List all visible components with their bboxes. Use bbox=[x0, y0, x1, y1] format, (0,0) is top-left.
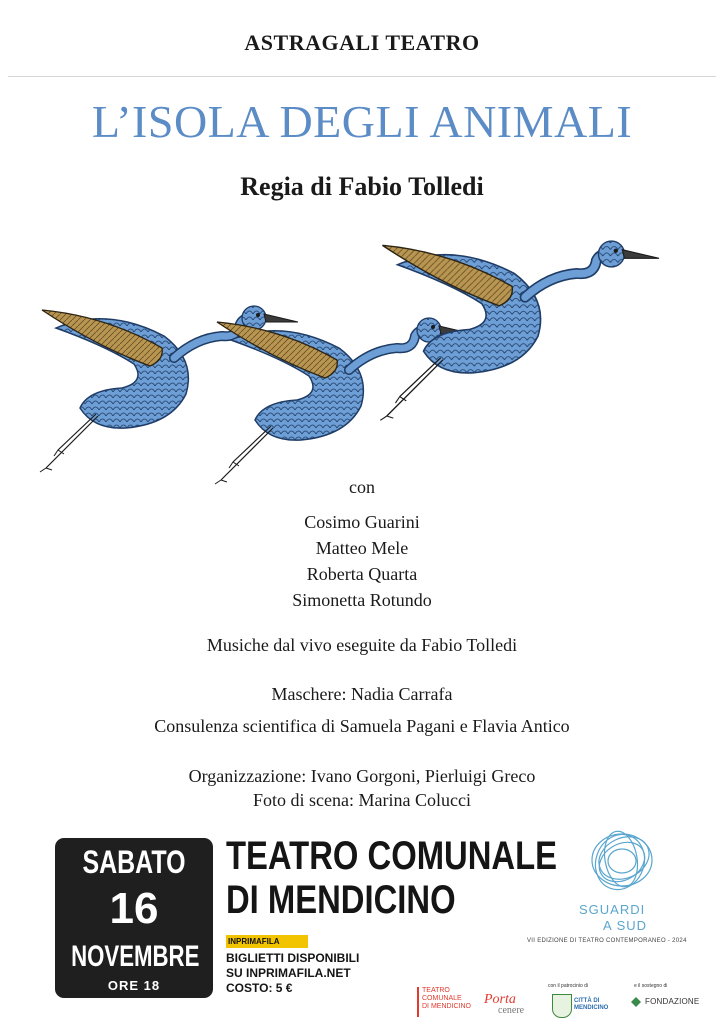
fondazione-logo: FONDAZIONE bbox=[645, 997, 700, 1006]
teatro-comunale-logo: TEATRO COMUNALE DI MENDICINO bbox=[417, 987, 477, 1017]
event-date-box bbox=[55, 838, 213, 998]
inprimafila-logo: INPRIMAFILA bbox=[226, 935, 308, 948]
masks-credit: Maschere: Nadia Carrafa bbox=[271, 684, 453, 704]
cast-intro: con bbox=[349, 477, 375, 497]
event-time: ORE 18 bbox=[107, 978, 161, 993]
venue-name bbox=[226, 834, 557, 922]
cast-member: Matteo Mele bbox=[315, 538, 409, 558]
show-title: L’ISOLA DEGLI ANIMALI bbox=[91, 96, 633, 147]
portacenere-logo: Porta bbox=[484, 992, 516, 1007]
organization-credit: Organizzazione: Ivano Gorgoni, Pierluigi Greco bbox=[188, 766, 536, 786]
scribble-logo-icon bbox=[586, 826, 658, 896]
support-label: e il sostegno di bbox=[634, 983, 668, 989]
event-month: NOVEMBRE bbox=[71, 940, 200, 973]
portacenere-logo-sub: cenere bbox=[498, 1005, 525, 1016]
tickets-website: SU INPRIMAFILA.NET bbox=[226, 966, 351, 980]
header-divider bbox=[8, 76, 716, 77]
cast-member: Cosimo Guarini bbox=[304, 512, 420, 532]
patronage-label: con il patrocinio di bbox=[548, 983, 589, 989]
citta-mendicino-logo: CITTÀ DI MENDICINO bbox=[574, 998, 609, 1011]
cast-member: Simonetta Rotundo bbox=[292, 590, 432, 610]
venue-line: DI MENDICINO bbox=[226, 878, 456, 922]
science-credit: Consulenza scientifica di Samuela Pagani e Flavia Antico bbox=[154, 716, 570, 736]
ticket-info bbox=[226, 951, 359, 996]
cast-list bbox=[0, 509, 724, 613]
event-weekday: SABATO bbox=[82, 844, 186, 880]
cast-member: Roberta Quarta bbox=[306, 564, 418, 584]
company-name: ASTRAGALI TEATRO bbox=[244, 30, 480, 55]
music-credit: Musiche dal vivo eseguite da Fabio Tolledi bbox=[206, 635, 518, 655]
festival-name-2: A SUD bbox=[603, 918, 648, 933]
town-crest-icon bbox=[552, 994, 572, 1018]
ticket-cost: COSTO: 5 € bbox=[226, 981, 293, 995]
festival-edition: VII EDIZIONE DI TEATRO CONTEMPORANEO - 2024 bbox=[527, 938, 687, 944]
fondazione-mark-icon bbox=[630, 996, 642, 1008]
cranes-illustration bbox=[36, 218, 696, 486]
photo-credit: Foto di scena: Marina Colucci bbox=[253, 790, 471, 810]
festival-name: SGUARDI bbox=[579, 902, 646, 917]
venue-line: TEATRO COMUNALE bbox=[226, 834, 558, 878]
tickets-availability: BIGLIETTI DISPONIBILI bbox=[226, 951, 360, 965]
director-credit: Regia di Fabio Tolledi bbox=[240, 172, 484, 201]
event-day: 16 bbox=[109, 884, 159, 933]
